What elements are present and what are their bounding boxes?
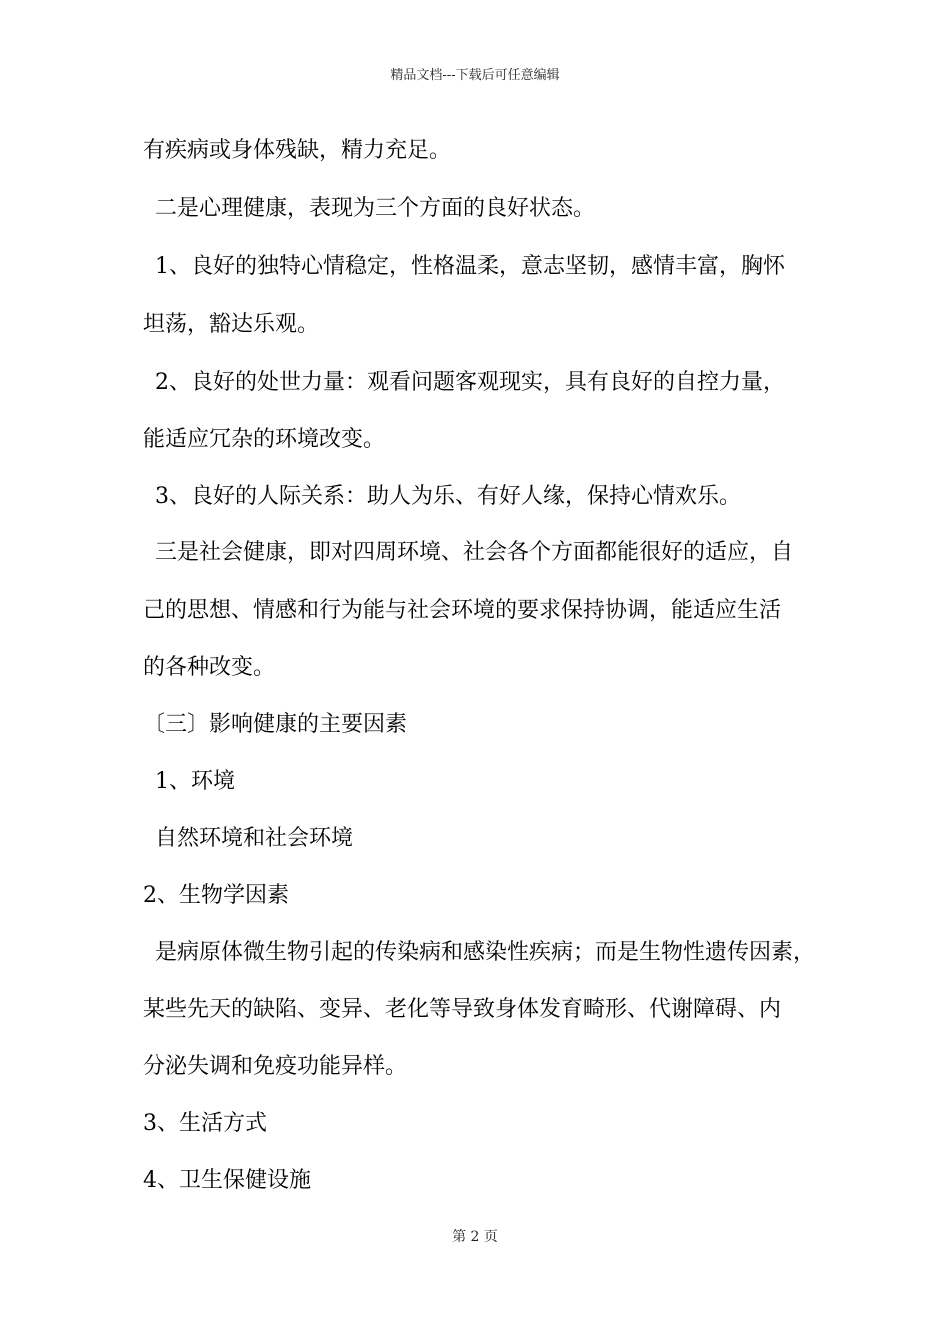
text-line-19: 4、卫生保健设施 — [143, 1168, 311, 1193]
text-line-13: 自然环境和社会环境 — [155, 826, 354, 851]
text-line-4: 坦荡，豁达乐观。 — [143, 312, 320, 337]
text-line-10: 的各种改变。 — [143, 655, 276, 680]
text-line-9: 己的思想、情感和行为能与社会环境的要求保持协调，能适应生活 — [143, 598, 782, 623]
text-line-1: 有疾病或身体残缺，精力充足。 — [143, 138, 452, 163]
text-line-8: 三是社会健康，即对四周环境、社会各个方面都能很好的适应，自 — [155, 540, 794, 565]
text-line-18: 3、生活方式 — [143, 1111, 267, 1136]
section-heading: 〔三〕影响健康的主要因素 — [143, 712, 408, 737]
page-number: 第 2 页 — [452, 1229, 498, 1245]
text-line-14: 2、生物学因素 — [143, 883, 289, 908]
text-line-12: 1、环境 — [155, 769, 235, 794]
text-line-16: 某些先天的缺陷、变异、老化等导致身体发育畸形、代谢障碍、内 — [143, 997, 782, 1022]
text-line-2: 二是心理健康，表现为三个方面的良好状态。 — [155, 196, 596, 221]
text-line-15: 是病原体微生物引起的传染病和感染性疾病；而是生物性遗传因素， — [155, 940, 816, 965]
text-line-17: 分泌失调和免疫功能异样。 — [143, 1054, 408, 1079]
text-line-5: 2、良好的处世力量：观看问题客观现实，具有良好的自控力量， — [155, 370, 785, 395]
text-line-7: 3、良好的人际关系：助人为乐、有好人缘，保持心情欢乐。 — [155, 484, 741, 509]
page-header: 精品文档---下载后可任意编辑 — [390, 68, 560, 83]
text-line-3: 1、良好的独特心情稳定，性格温柔，意志坚韧，感情丰富，胸怀 — [155, 254, 785, 279]
text-line-6: 能适应冗杂的环境改变。 — [143, 427, 386, 452]
